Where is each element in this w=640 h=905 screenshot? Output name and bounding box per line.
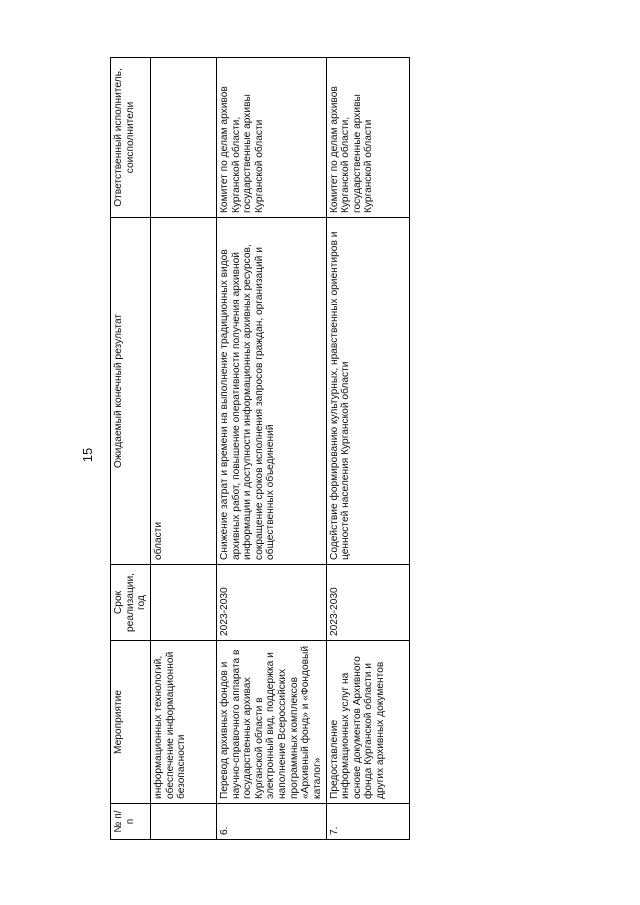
- events-table: [110, 57, 410, 840]
- table-row: [150, 58, 216, 840]
- header-term: Срок реализации, год: [111, 565, 151, 641]
- cell-num: 7.: [326, 804, 409, 840]
- cell-term: 2023-2030: [326, 565, 409, 641]
- cell-result: области: [150, 218, 216, 565]
- table-row: [326, 58, 409, 840]
- header-event: Мероприятие: [111, 641, 151, 804]
- cell-event: Перевод архивных фондов и научно-справочного аппарата в государственных архивах Курганской области в электронный вид, поддержка и наполнение Всероссийских программных комплексов «Архивный фонд» и «Фондовый каталог»: [216, 641, 326, 804]
- cell-result: Содействие формированию культурных, нравственных ориентиров и ценностей населения Курганской области: [326, 218, 409, 565]
- cell-num: 6.: [216, 804, 326, 840]
- cell-responsible: Комитет по делам архивов Курганской области, государственные архивы Курганской области: [216, 58, 326, 218]
- rotated-table-container: [110, 58, 393, 840]
- header-result: Ожидаемый конечный результат: [111, 218, 151, 565]
- cell-term: 2023-2030: [216, 565, 326, 641]
- page-number: 15: [80, 447, 95, 463]
- table-header-row: [111, 58, 151, 840]
- cell-term: [150, 565, 216, 641]
- header-responsible: Ответственный исполнитель, соисполнители: [111, 58, 151, 218]
- cell-event: Предоставление информационных услуг на основе документов Архивного фонда Курганской области и других архивных документов: [326, 641, 409, 804]
- header-num: № п/п: [111, 804, 151, 840]
- cell-responsible: [150, 58, 216, 218]
- cell-responsible: Комитет по делам архивов Курганской области, государственные архивы Курганской области: [326, 58, 409, 218]
- cell-num: [150, 804, 216, 840]
- cell-event: информационных технологий, обеспечение информационной безопасности: [150, 641, 216, 804]
- cell-result: Снижение затрат и времени на выполнение традиционных видов архивных работ, повышение оперативности получения архивной информации и доступности информационных архивных ресурсов, сокращение сроков исполнения запросов граждан, организаций и общественных объединений: [216, 218, 326, 565]
- table-row: [216, 58, 326, 840]
